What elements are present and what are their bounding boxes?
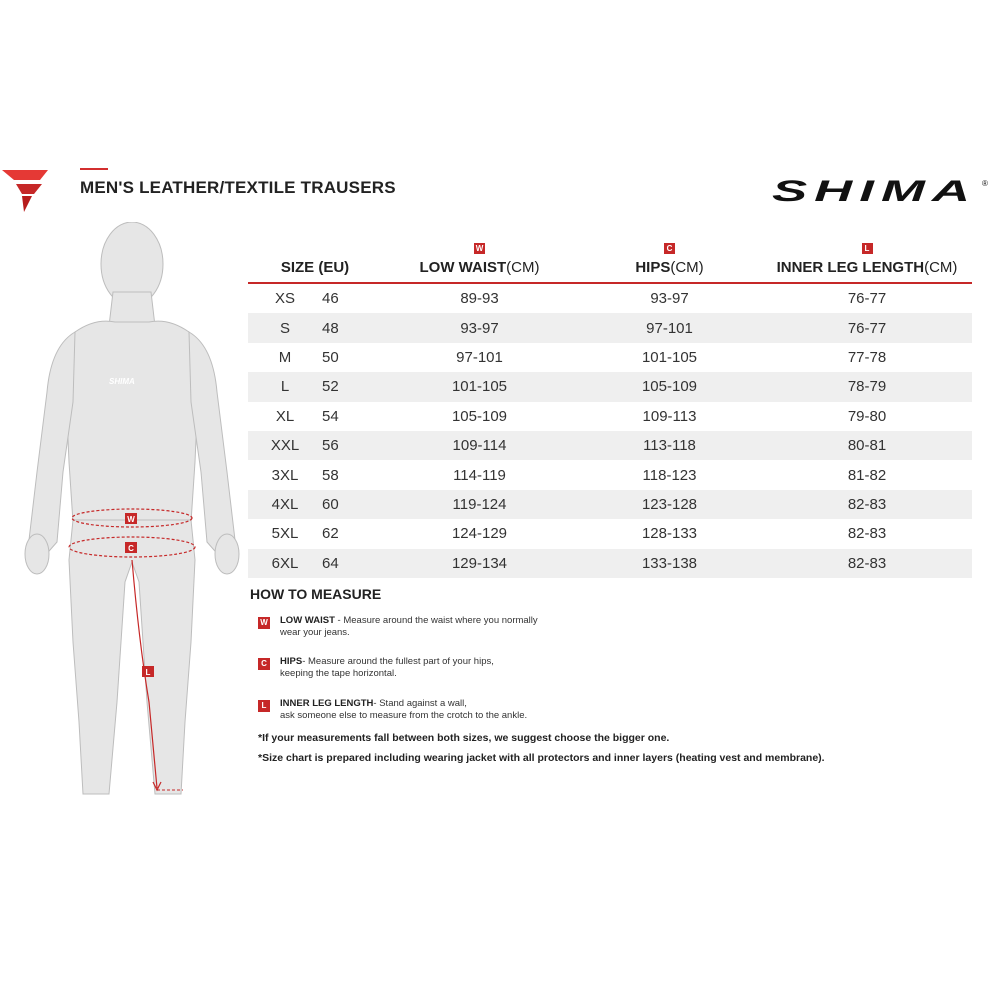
waist-cell: 97-101 (456, 348, 503, 366)
hips-instruction-label: HIPS (280, 656, 303, 667)
size-column-header (248, 226, 382, 283)
waist-cell: 105-109 (451, 407, 508, 425)
table-row (248, 549, 972, 578)
size-cell: 5XL (271, 525, 299, 543)
hips-cell: 118-123 (642, 466, 697, 484)
leg-cell: 82-83 (762, 549, 972, 578)
hips-instruction-line2: keeping the tape horizontal. (280, 668, 397, 679)
waist-header-unit: (CM) (506, 259, 540, 276)
eu-size-cell: 52 (318, 372, 382, 401)
eu-size-cell: 46 (322, 290, 339, 308)
eu-size-cell: 62 (322, 525, 339, 543)
eu-size-cell: 64 (318, 549, 382, 578)
table-row (248, 343, 972, 372)
eu-size-cell: 58 (322, 466, 339, 484)
waist-instruction-line2: wear your jeans. (280, 627, 350, 638)
leg-cell: 77-78 (847, 348, 887, 366)
leg-instruction-line1: - Stand against a wall, (373, 698, 467, 709)
hips-column-header (577, 226, 762, 283)
waist-column-header (382, 226, 577, 283)
hips-badge: C (664, 243, 675, 254)
leg-cell: 82-83 (762, 490, 972, 519)
hips-header-unit: (CM) (670, 259, 704, 276)
waist-instruction-label: LOW WAIST (280, 615, 335, 626)
waist-cell: 109-114 (382, 431, 577, 460)
leg-instruction-line2: ask someone else to measure from the crotch to the ankle. (280, 710, 528, 721)
size-cell: XL (275, 407, 295, 425)
waist-header-label: LOW WAIST (419, 259, 507, 276)
waist-marker: W (127, 515, 135, 524)
brand-mark-icon (2, 168, 50, 219)
table-row (248, 283, 972, 313)
leg-header-label: INNER LEG LENGTH (776, 259, 925, 276)
size-cell: L (248, 372, 318, 401)
size-cell: 6XL (248, 549, 318, 578)
leg-cell: 78-79 (762, 372, 972, 401)
hips-cell: 93-97 (650, 290, 689, 308)
waist-cell: 101-105 (382, 372, 577, 401)
leg-cell: 82-83 (847, 525, 887, 543)
size-header-label: SIZE (EU) (280, 259, 350, 276)
table-header-row (248, 226, 972, 283)
hips-marker: C (128, 544, 134, 553)
leg-cell: 76-77 (762, 313, 972, 342)
leg-cell: 80-81 (762, 431, 972, 460)
page-title: MEN'S LEATHER/TEXTILE TRAUSERS (80, 178, 396, 197)
waist-instruction-line1: - Measure around the waist where you normally (334, 615, 538, 626)
table-row (248, 313, 972, 342)
table-row (248, 372, 972, 401)
table-row (248, 431, 972, 460)
leg-cell: 76-77 (847, 290, 887, 308)
leg-instruction-badge: L (258, 700, 270, 712)
waist-cell: 119-124 (382, 490, 577, 519)
leg-marker: L (145, 668, 151, 677)
size-cell: S (248, 313, 318, 342)
table-row (248, 460, 972, 489)
waist-cell: 89-93 (460, 290, 499, 308)
waist-instruction-badge: W (258, 617, 270, 629)
waist-cell: 124-129 (451, 525, 508, 543)
size-cell: XS (274, 290, 295, 308)
registered-mark: ® (982, 179, 988, 188)
hips-cell: 109-113 (642, 407, 697, 425)
size-cell: 4XL (248, 490, 318, 519)
table-row (248, 490, 972, 519)
shima-logo-text: SHIMA (772, 176, 977, 206)
hips-cell: 128-133 (641, 525, 698, 543)
size-cell: M (278, 348, 292, 366)
waist-cell: 93-97 (382, 313, 577, 342)
eu-size-cell: 60 (318, 490, 382, 519)
leg-header-unit: (CM) (924, 259, 958, 276)
hips-cell: 105-109 (577, 372, 762, 401)
hips-cell: 101-105 (641, 348, 698, 366)
size-cell: 3XL (271, 466, 299, 484)
shima-logo (770, 176, 992, 211)
hips-cell: 133-138 (577, 549, 762, 578)
note-size-chart: *Size chart is prepared including wearing jacket with all protectors and inner layers (heating vest and membrane). (258, 752, 825, 764)
size-table (248, 226, 972, 578)
hips-header-label: HIPS (635, 259, 671, 276)
table-row (248, 519, 972, 548)
header-accent-line (80, 168, 108, 170)
hips-instruction-line1: - Measure around the fullest part of your hips, (302, 656, 494, 667)
waist-cell: 129-134 (382, 549, 577, 578)
leg-instruction-label: INNER LEG LENGTH (280, 698, 374, 709)
eu-size-cell: 56 (318, 431, 382, 460)
leg-badge: L (862, 243, 873, 254)
hips-cell: 123-128 (577, 490, 762, 519)
how-to-measure-title: HOW TO MEASURE (250, 586, 382, 602)
hips-cell: 113-118 (577, 431, 762, 460)
eu-size-cell: 50 (322, 348, 339, 366)
waist-badge: W (475, 244, 484, 253)
hips-cell: 97-101 (577, 313, 762, 342)
table-row (248, 402, 972, 431)
size-cell: XXL (248, 431, 318, 460)
hips-instruction-badge: C (258, 658, 270, 670)
body-figure (15, 222, 247, 807)
waist-cell: 114-119 (453, 466, 506, 484)
eu-size-cell: 54 (322, 407, 339, 425)
leg-cell: 81-82 (847, 466, 887, 484)
note-between-sizes: *If your measurements fall between both sizes, we suggest choose the bigger one. (258, 732, 670, 744)
leg-column-header (762, 226, 972, 283)
eu-size-cell: 48 (318, 313, 382, 342)
leg-cell: 79-80 (847, 407, 887, 425)
chest-logo-text: SHIMA (109, 377, 135, 386)
